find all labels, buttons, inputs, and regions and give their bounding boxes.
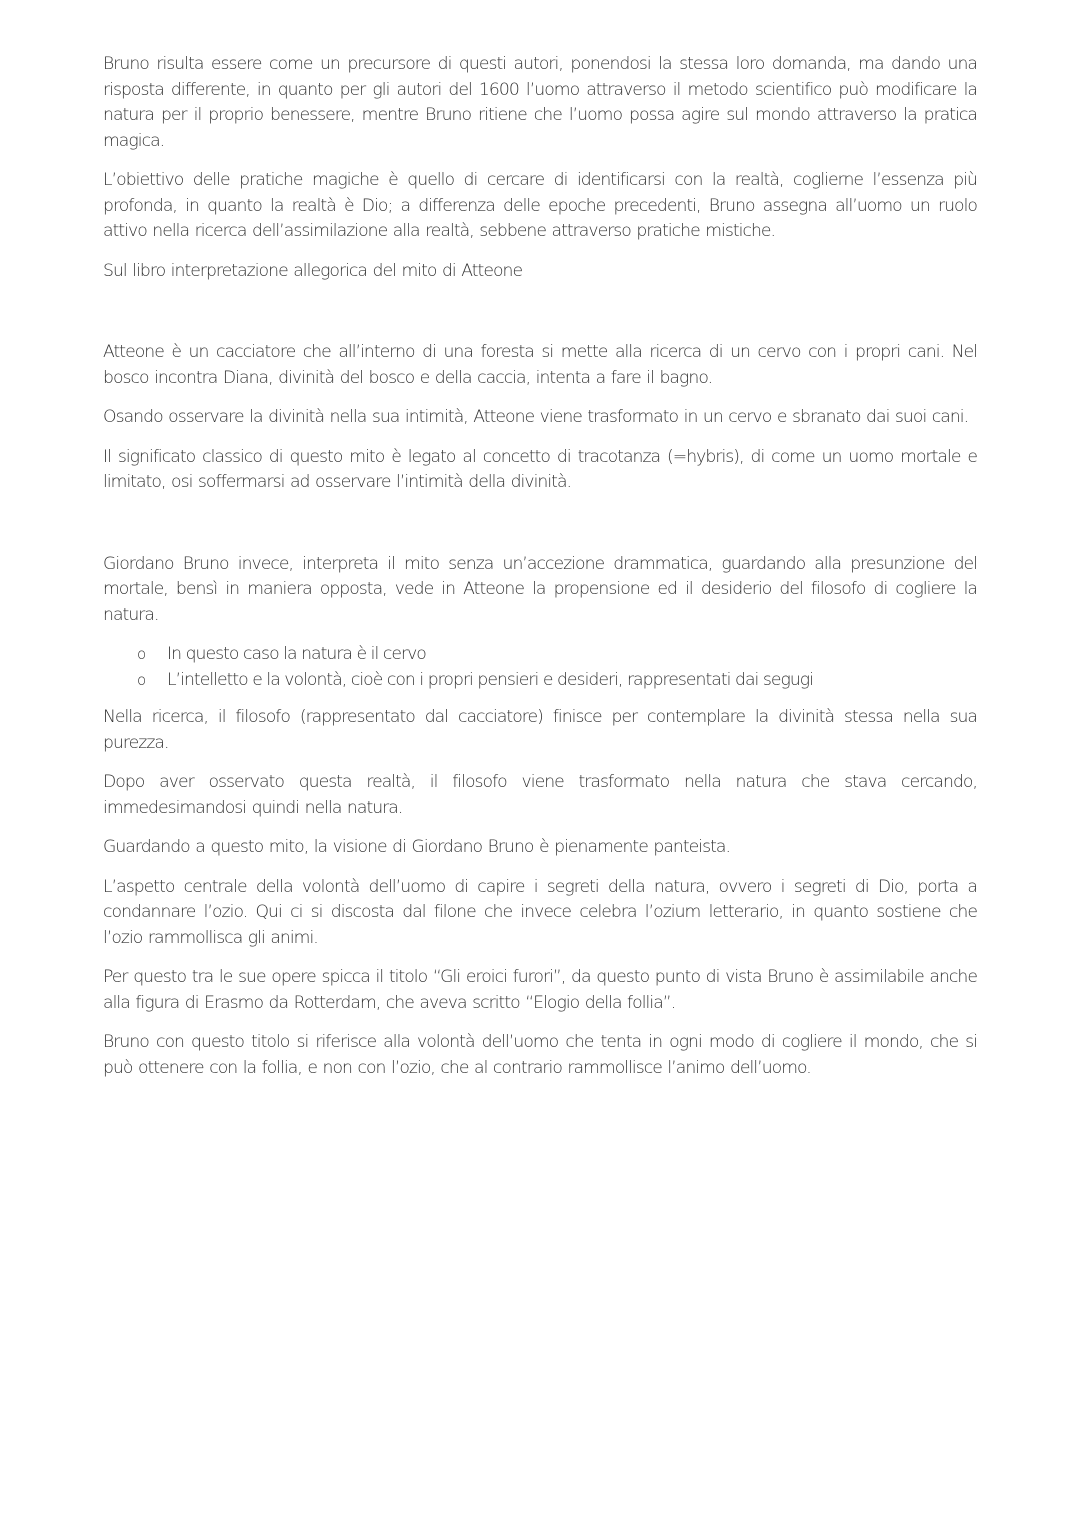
paragraph-bruno-precursore: Bruno risulta essere come un precursore di questi autori, ponendosi la stessa loro domanda, ma dando una risposta differente, in quanto per gli autori del 1600 l’uomo attraverso il metodo scientifico può modificare la natura per il proprio benessere, mentre Bruno ritiene che l’uomo possa agire sul mondo attraverso la pratica magica. (103, 54, 977, 151)
paragraph-significato-classico: Il significato classico di questo mito è legato al concetto di tracotanza (=hybris), di come un uomo mortale e limitato, osi soffermarsi ad osservare l’intimità della divinità. (103, 446, 977, 492)
paragraph-pratiche-magiche: L’obiettivo delle pratiche magiche è quello di cercare di identificarsi con la realtà, coglierne l’essenza più profonda, in quanto la realtà è Dio; a differenza delle epoche precedenti, Bruno assegna all’uomo un ruolo attivo nella ricerca dell’assimilazione alla realtà, sebbene attraverso pratiche mistiche. (103, 170, 977, 241)
paragraph-libro-atteone: Sul libro interpretazione allegorica del mito di Atteone (103, 260, 523, 281)
paragraph-atteone-cacciatore: Atteone è un cacciatore che all’interno di una foresta si mette alla ricerca di un cervo con i propri cani. Nel bosco incontra Diana, divinità del bosco e della caccia, intenta a fare il bagno. (103, 342, 977, 388)
paragraph-interpretazione-bruno: Giordano Bruno invece, interpreta il mito senza un’accezione drammatica, guardando alla presunzione del mortale, bensì in maniera opposta, vede in Atteone la propensione ed il desiderio del filosofo di cogliere la natura. (103, 553, 977, 625)
bullet-circle-icon: o (137, 670, 146, 689)
paragraph-trasformazione-filosofo: Dopo aver osservato questa realtà, il filosofo viene trasformato nella natura che stava cercando, immedesimandosi quindi nella natura. (103, 772, 977, 818)
paragraph-eroici-furori: Per questo tra le sue opere spicca il titolo “Gli eroici furori”, da questo punto di vista Bruno è assimilabile anche alla figura di Erasmo da Rotterdam, che aveva scritto “Elogio della follia”. (103, 967, 977, 1013)
list-item (103, 642, 977, 668)
paragraph-ozio: L’aspetto centrale della volontà dell’uomo di capire i segreti della natura, ovvero i segreti di Dio, porta a condannare l’ozio. Qui ci si discosta dal filone che invece celebra l’ozium letterario, in quanto sostiene che l’ozio rammollisca gli animi. (103, 876, 977, 948)
bullet-list (103, 642, 977, 693)
document-page (103, 52, 977, 1081)
paragraph-follia: Bruno con questo titolo si riferisce alla volontà dell’uomo che tenta in ogni modo di cogliere il mondo, che si può ottenere con la follia, e non con l’ozio, che al contrario rammollisce l’animo dell’uomo. (103, 1032, 977, 1078)
list-item-text: L’intelletto e la volontà, cioè con i propri pensieri e desideri, rappresentati dai segugi (167, 669, 814, 690)
list-item-text: In questo caso la natura è il cervo (167, 644, 426, 664)
paragraph-atteone-trasformato: Osando osservare la divinità nella sua intimità, Atteone viene trasformato in un cervo e sbranato dai suoi cani. (103, 407, 969, 427)
paragraph-panteista: Guardando a questo mito, la visione di Giordano Bruno è pienamente panteista. (103, 837, 730, 857)
bullet-circle-icon: o (137, 645, 146, 663)
list-item (103, 668, 977, 694)
paragraph-ricerca-filosofo: Nella ricerca, il filosofo (rappresentato dal cacciatore) finisce per contemplare la divinità stessa nella sua purezza. (103, 707, 977, 753)
